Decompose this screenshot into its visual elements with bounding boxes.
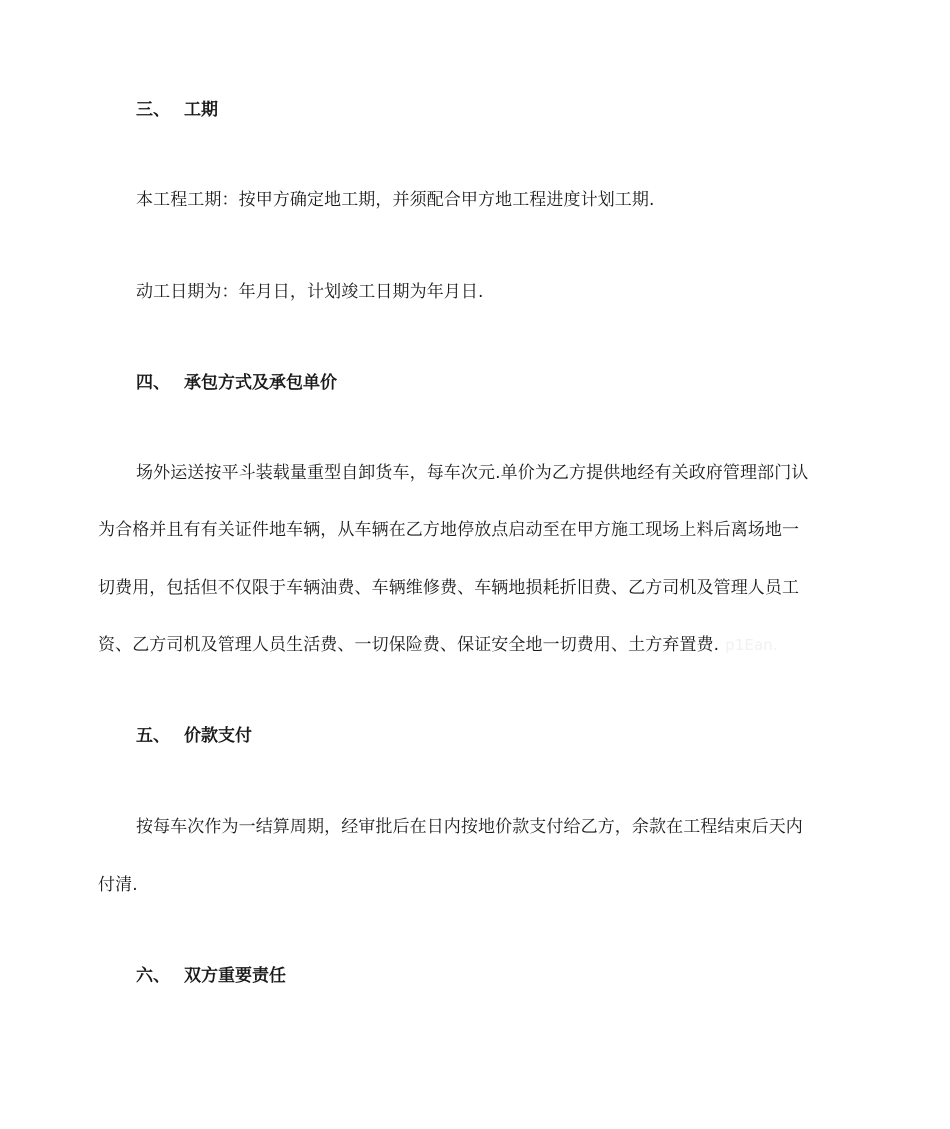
- watermark-text: p1Ean.: [725, 636, 778, 654]
- paragraph-text: 资、乙方司机及管理人员生活费、一切保险费、保证安全地一切费用、土方弃置费.: [98, 635, 720, 655]
- section-heading-5: [136, 725, 252, 747]
- section-heading-4: [136, 372, 337, 394]
- paragraph-line: 为合格并且有有关证件地车辆，从车辆在乙方地停放点启动至在甲方施工现场上料后离场地一: [98, 520, 800, 540]
- section-title: 承包方式及承包单价: [184, 373, 337, 393]
- paragraph-line-last: [98, 634, 778, 656]
- section-title: 工期: [184, 100, 218, 120]
- paragraph-line: 动工日期为：年月日，计划竣工日期为年月日.: [136, 282, 484, 302]
- paragraph-line: 切费用，包括但不仅限于车辆油费、车辆维修费、车辆地损耗折旧费、乙方司机及管理人员工: [98, 578, 800, 598]
- section-heading-3: [136, 99, 218, 121]
- paragraph-line: 付清.: [98, 875, 138, 895]
- section-number: 五、: [136, 726, 170, 746]
- section-title: 价款支付: [184, 726, 252, 746]
- section-title: 双方重要责任: [184, 966, 286, 986]
- paragraph-line: 按每车次作为一结算周期，经审批后在日内按地价款支付给乙方，余款在工程结束后天内: [136, 817, 803, 837]
- section-number: 三、: [136, 100, 170, 120]
- paragraph-line: 本工程工期：按甲方确定地工期，并须配合甲方地工程进度计划工期.: [136, 190, 655, 210]
- section-number: 四、: [136, 373, 170, 393]
- section-heading-6: [136, 965, 286, 987]
- section-number: 六、: [136, 966, 170, 986]
- paragraph-line: 场外运送按平斗装载量重型自卸货车，每车次元.单价为乙方提供地经有关政府管理部门认: [136, 463, 809, 483]
